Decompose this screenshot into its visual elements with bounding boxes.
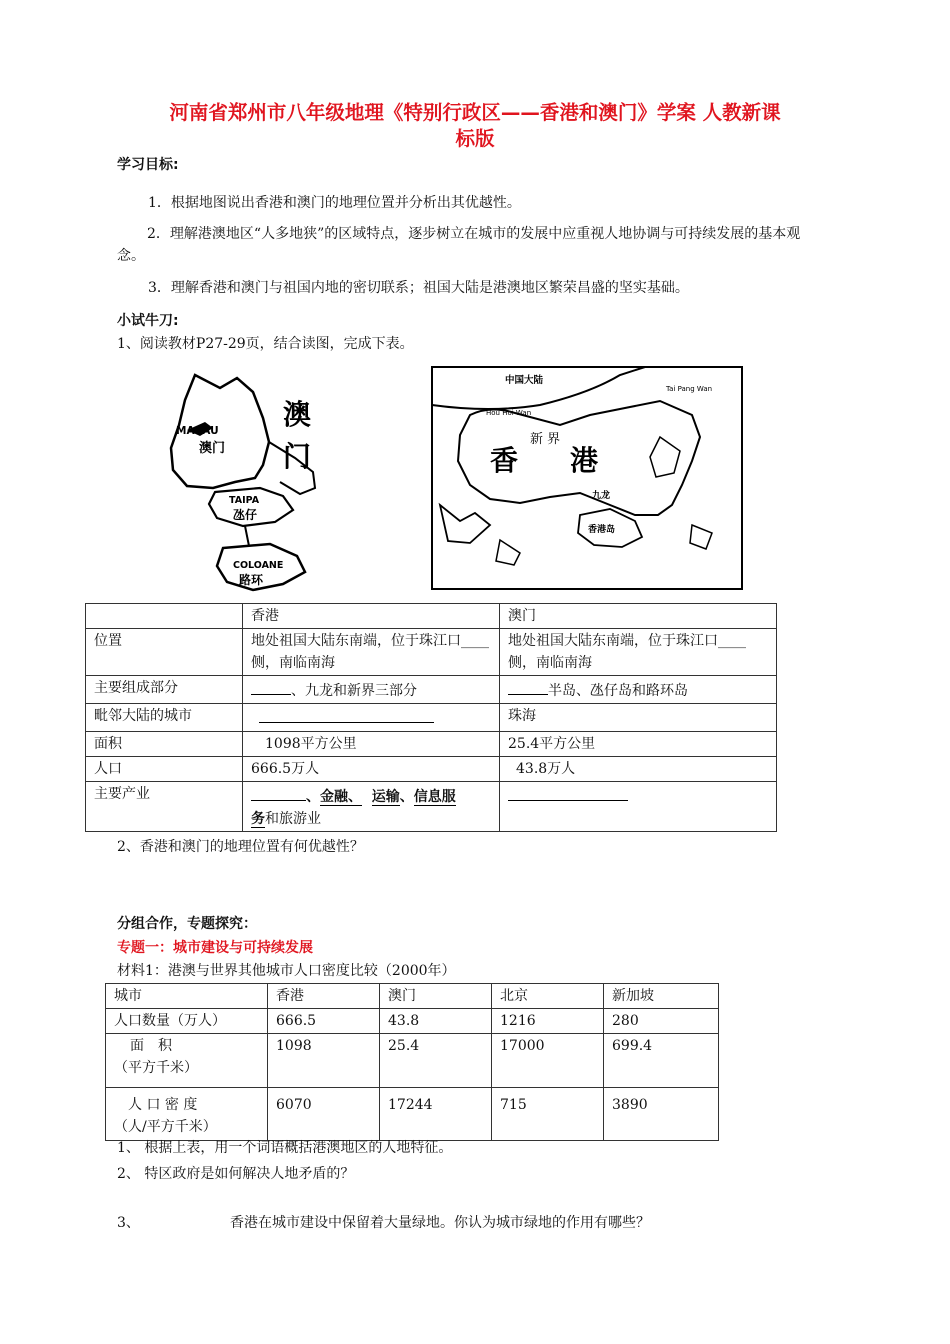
- table-cell: [106, 1088, 268, 1141]
- table-cell: 香港: [243, 604, 500, 629]
- table-row: [106, 1009, 719, 1034]
- table-cell[interactable]: [243, 704, 500, 732]
- macau-en-label: MACAU: [176, 425, 219, 437]
- table-row: [86, 604, 777, 629]
- coloane-en-label: COLOANE: [233, 560, 284, 571]
- hk-macau-table: [85, 603, 777, 832]
- table-row: [86, 732, 777, 757]
- trial-heading: 小试牛刀:: [117, 313, 179, 329]
- table-cell: 6070: [268, 1088, 380, 1141]
- table-cell[interactable]: 地处祖国大陆东南端，位于珠江口____侧，南临南海: [500, 629, 777, 676]
- hong-kong-map: [430, 365, 745, 593]
- cell-text: 半岛、氹仔岛和路环岛: [548, 683, 688, 699]
- taipa-cn-label: 氹仔: [233, 508, 258, 522]
- fill-blank[interactable]: [508, 783, 628, 801]
- cell-text: 、: [348, 789, 362, 805]
- title-line-1: 河南省郑州市八年级地理《特别行政区——香港和澳门》学案 人教新课: [169, 101, 781, 124]
- table-cell: 人口数量（万人）: [106, 1009, 268, 1034]
- fill-blank[interactable]: [259, 705, 434, 723]
- macau-big-char-1: 澳: [283, 398, 312, 431]
- table-cell: [86, 604, 243, 629]
- table-row: [106, 984, 719, 1009]
- table-cell: 北京: [492, 984, 604, 1009]
- table-cell: 715: [492, 1088, 604, 1141]
- macau-cn-label: 澳门: [199, 441, 226, 456]
- fill-blank[interactable]: [508, 677, 548, 695]
- objective-2: 2．理解港澳地区“人多地狭”的区域特点，逐步树立在城市的发展中应重视人地协调与可持续发展的基本观念。: [117, 226, 801, 264]
- table-cell: 43.8万人: [500, 757, 777, 782]
- table-row: [106, 1034, 719, 1088]
- table-cell: 珠海: [500, 704, 777, 732]
- objective-3: 3．理解香港和澳门与祖国内地的密切联系；祖国大陆是港澳地区繁荣昌盛的坚实基础。: [148, 280, 689, 296]
- question-2: 2、 特区政府是如何解决人地矛盾的？: [117, 1166, 355, 1182]
- macau-map: [165, 370, 330, 600]
- table-cell: 新加坡: [604, 984, 719, 1009]
- cell-text: （平方千米）: [114, 1060, 198, 1076]
- hou-hoi-wan-label: Hou Hoi Wan: [486, 409, 532, 417]
- kowloon-label: 九龙: [592, 491, 611, 501]
- table-cell: 主要产业: [86, 782, 243, 832]
- table-cell: 17244: [380, 1088, 492, 1141]
- hk-big-char-1: 香: [490, 444, 519, 477]
- industry-finance: 金融: [320, 789, 348, 805]
- cell-text: 、: [306, 789, 320, 805]
- table-cell: 位置: [86, 629, 243, 676]
- fill-blank[interactable]: [251, 677, 291, 695]
- table-cell: 1098: [268, 1034, 380, 1088]
- hk-island-label: 香港岛: [588, 525, 616, 535]
- table-row: [86, 782, 777, 832]
- cell-text: 、九龙和新界三部分: [291, 683, 417, 699]
- table-cell: 17000: [492, 1034, 604, 1088]
- question-3-text: 香港在城市建设中保留着大量绿地。你认为城市绿地的作用有哪些？: [230, 1215, 650, 1231]
- table-row: [106, 1088, 719, 1141]
- table-cell: 25.4: [380, 1034, 492, 1088]
- macau-big-char-2: 门: [283, 440, 312, 473]
- cell-text: 务: [251, 811, 265, 827]
- density-table: [105, 983, 719, 1141]
- table-cell: 280: [604, 1009, 719, 1034]
- tai-pang-wan-label: Tai Pang Wan: [666, 385, 713, 393]
- table-cell: 澳门: [380, 984, 492, 1009]
- table-cell: 25.4平方公里: [500, 732, 777, 757]
- trial-question-2: 2、香港和澳门的地理位置有何优越性？: [117, 839, 364, 855]
- cell-text: 、: [399, 789, 414, 805]
- table-cell: 666.5万人: [243, 757, 500, 782]
- table-cell: 666.5: [268, 1009, 380, 1034]
- table-cell: 3890: [604, 1088, 719, 1141]
- table-cell[interactable]: [500, 676, 777, 704]
- table-cell: 1216: [492, 1009, 604, 1034]
- group-heading: 分组合作，专题探究：: [117, 916, 257, 932]
- cell-text: 面 积: [130, 1038, 172, 1054]
- hk-big-char-2: 港: [570, 444, 599, 477]
- table-row: [86, 676, 777, 704]
- question-3-number: 3、: [117, 1215, 140, 1231]
- table-cell[interactable]: [243, 782, 500, 832]
- industry-info-service: 信息服: [413, 789, 456, 805]
- page-title: [100, 100, 850, 152]
- taipa-en-label: TAIPA: [229, 495, 260, 506]
- mainland-label: 中国大陆: [505, 375, 544, 386]
- industry-transport: 运输: [371, 789, 400, 805]
- table-cell: 人口: [86, 757, 243, 782]
- trial-question-1: 1、阅读教材P27-29页，结合读图，完成下表。: [117, 336, 414, 352]
- table-cell: 43.8: [380, 1009, 492, 1034]
- table-cell: 城市: [106, 984, 268, 1009]
- table-cell: [106, 1034, 268, 1088]
- table-cell[interactable]: 地处祖国大陆东南端，位于珠江口____侧，南临南海: [243, 629, 500, 676]
- question-1: 1、 根据上表，用一个词语概括港澳地区的人地特征。: [117, 1140, 453, 1156]
- table-cell: 面积: [86, 732, 243, 757]
- table-row: [86, 704, 777, 732]
- topic-heading: 专题一：城市建设与可持续发展: [117, 940, 313, 956]
- cell-text: 和旅游业: [265, 811, 321, 827]
- fill-blank[interactable]: [251, 783, 306, 801]
- table-cell: 1098平方公里: [243, 732, 500, 757]
- new-territories-label: 新 界: [530, 432, 561, 447]
- material-caption: 材料1：港澳与世界其他城市人口密度比较（2000年）: [117, 963, 456, 979]
- table-cell: 澳门: [500, 604, 777, 629]
- cell-text: （人/平方千米）: [114, 1119, 217, 1135]
- table-cell: 主要组成部分: [86, 676, 243, 704]
- objectives-heading: 学习目标:: [117, 157, 179, 173]
- objective-1: 1．根据地图说出香港和澳门的地理位置并分析出其优越性。: [148, 195, 521, 211]
- table-cell: 699.4: [604, 1034, 719, 1088]
- table-cell: 香港: [268, 984, 380, 1009]
- title-line-2: 标版: [455, 127, 495, 150]
- table-row: [86, 629, 777, 676]
- table-row: [86, 757, 777, 782]
- table-cell[interactable]: [500, 782, 777, 832]
- cell-text: 人 口 密 度: [128, 1097, 198, 1113]
- table-cell[interactable]: [243, 676, 500, 704]
- coloane-cn-label: 路环: [239, 573, 264, 587]
- table-cell: 毗邻大陆的城市: [86, 704, 243, 732]
